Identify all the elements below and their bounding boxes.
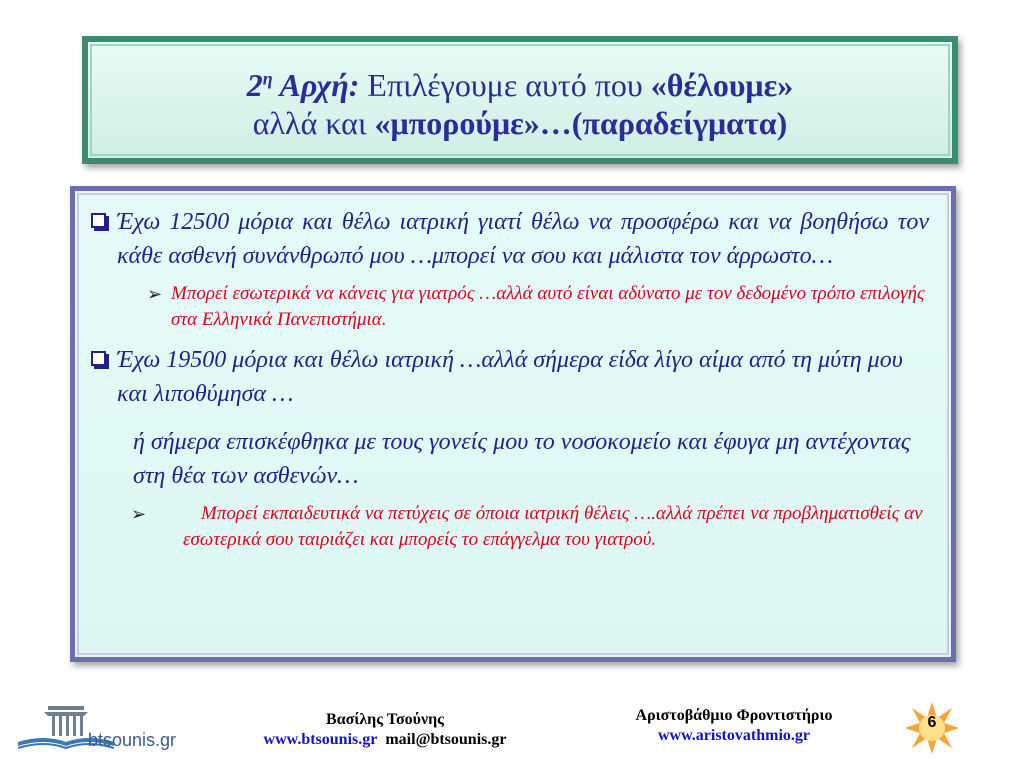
page-number-badge [904,700,960,756]
title-number: 2 [246,67,263,103]
sub-item-2-content: Μπορεί εκπαιδευτικά να πετύχεις σε όποια ιατρική θέλεις ….αλλά πρέπει να προβληματισθείς αν εσωτερικά σου ταιριάζει και μπορείς το επάγγελμα του γιατρού. [183,503,923,550]
title-line-1 [88,66,952,104]
item-1-text: Έχω 12500 μόρια και θέλω ιατρική γιατί θέλω να προσφέρω και να βοηθήσω τον κάθε ασθενή συνάνθρωπό μου …μπορεί να σου και μάλιστα τον άρρωστο… [117,209,929,269]
list-item-1 [91,205,929,273]
website-link[interactable]: www.btsounis.gr [263,731,378,748]
author-name: Βασίλης Τσούνης [326,711,444,728]
sub-item-2 [131,501,929,553]
title-text-1: Επιλέγουμε αυτό που [359,67,651,103]
item-2-text: Έχω 19500 μόρια και θέλω ιατρική …αλλά σήμερα είδα λίγο αίμα από τη μύτη μου και λιποθύμησα … [117,347,903,407]
title-bold-1: «θέλουμε» [650,67,794,103]
arrow-bullet-icon: ➢ [131,504,147,524]
item-2-continuation: ή σήμερα επισκέφθηκα με τους γονείς μου το νοσοκομείο και έφυγα μη αντέχοντας στη θέα των ασθενών… [133,429,911,489]
title-text-2: αλλά και [252,105,375,141]
title-superscript: η [262,68,273,89]
footer-org-block [604,706,864,746]
title-bold-2: «μπορούμε»…(παραδείγματα) [374,105,788,141]
org-website-link[interactable]: www.aristovathmio.gr [658,727,810,744]
page-number: 6 [927,714,937,731]
checkbox-bullet-icon [91,343,117,411]
org-name: Αριστοβάθμιο Φροντιστήριο [635,707,833,724]
list-item-2 [91,343,929,411]
logo-text: btsounis.gr [88,730,177,750]
title-box [82,36,958,164]
title-principle: Αρχή: [272,67,360,103]
footer-author-block [230,710,540,750]
checkbox-bullet-icon [91,205,117,273]
sub-item-1-text: Μπορεί εσωτερικά να κάνεις για γιατρός …αλλά αυτό είναι αδύνατο με τον δεδομένο τρόπο επιλογής στα Ελληνικά Πανεπιστήμια. [171,283,925,330]
email-text[interactable]: mail@btsounis.gr [385,731,507,748]
sub-item-2-text [183,501,929,553]
sub-item-1 [147,281,929,333]
arrow-bullet-icon: ➢ [147,284,163,304]
title-line-2 [88,104,952,142]
content-box [70,186,956,662]
